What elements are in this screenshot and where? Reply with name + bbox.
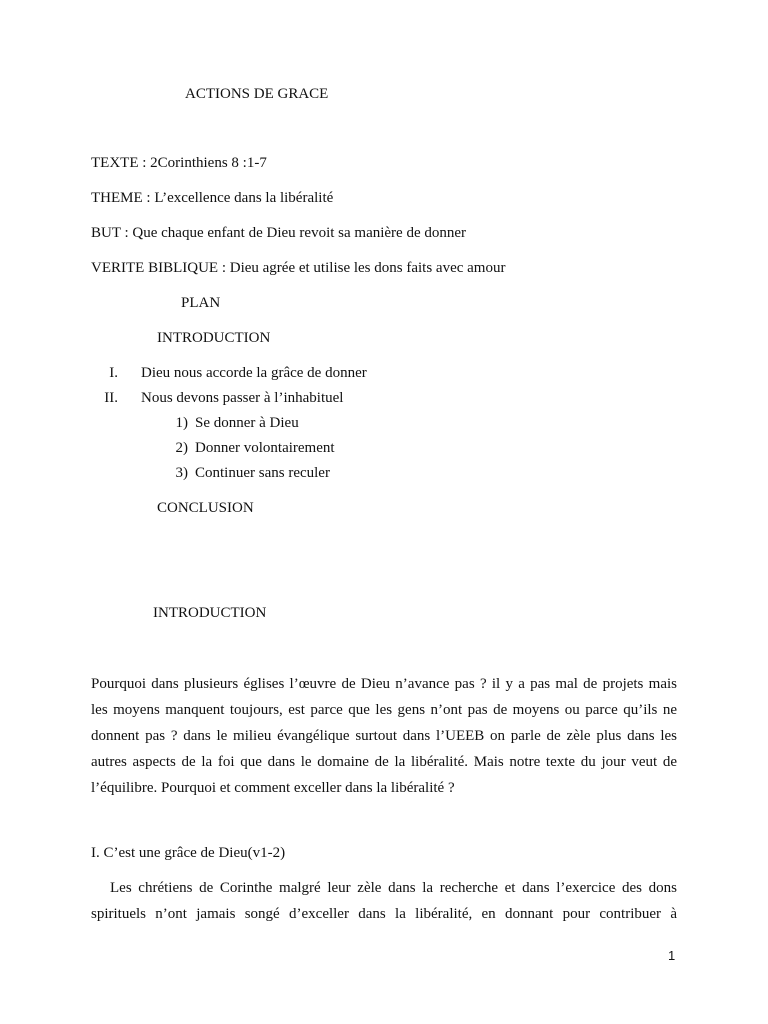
meta-texte [91,155,267,172]
paragraph-line: spirituels n’ont jamais songé d’exceller dans la libéralité, en donnant pour contribuer à [91,906,677,922]
plan-item-number: I. [109,365,118,381]
paragraph-line: donnent pas ? dans le milieu évangélique surtout dans l’UEEB on parle de zèle plus dans les [91,728,677,744]
meta-label: VERITE BIBLIQUE [91,260,219,276]
meta-separator: : [138,155,151,171]
introduction-paragraph [91,671,677,801]
paragraph-line: Pourquoi dans plusieurs églises l’œuvre de Dieu n’avance pas ? il y a pas mal de projets mais [91,676,677,692]
meta-separator: : [218,260,230,276]
meta-but [91,225,466,242]
plan-introduction: INTRODUCTION [157,330,271,346]
meta-verite-biblique [91,260,505,277]
meta-label: THEME [91,190,143,206]
meta-value: 2Corinthiens 8 :1-7 [150,155,267,171]
plan-subitem-text: Continuer sans reculer [195,465,330,481]
meta-value: L’excellence dans la libéralité [154,190,334,206]
section-one-paragraph [91,875,677,927]
plan-subitem-text: Donner volontairement [195,440,335,456]
section-one-heading: I. C’est une grâce de Dieu(v1-2) [91,845,286,861]
meta-label: TEXTE [91,155,139,171]
plan-heading: PLAN [181,295,221,311]
page-number: 1 [668,948,676,963]
plan-item-text: Nous devons passer à l’inhabituel [141,390,344,406]
paragraph-line: l’équilibre. Pourquoi et comment exceller dans la libéralité ? [91,780,455,796]
plan-conclusion: CONCLUSION [157,500,254,516]
paragraph-line: les moyens manquent toujours, est parce que les gens n’ont pas de moyens ou parce qu’ils ne [91,702,677,718]
meta-separator: : [142,190,155,206]
plan-subitem-number: 2) [175,440,188,456]
paragraph-line: Les chrétiens de Corinthe malgré leur zèle dans la recherche et dans l’exercice des dons [110,880,677,896]
document-title: ACTIONS DE GRACE [185,86,329,102]
plan-item-number: II. [104,390,118,406]
plan-item-text: Dieu nous accorde la grâce de donner [141,365,367,381]
plan-subitem-number: 3) [175,465,188,481]
meta-separator: : [120,225,133,241]
meta-value: Dieu agrée et utilise les dons faits avec amour [229,260,506,276]
paragraph-line: autres aspects de la foi que dans le domaine de la libéralité. Mais notre texte du jour veut de [91,754,677,770]
meta-theme [91,190,333,207]
plan-subitem-text: Se donner à Dieu [195,415,299,431]
introduction-heading: INTRODUCTION [153,605,267,621]
meta-label: BUT [91,225,121,241]
meta-value: Que chaque enfant de Dieu revoit sa manière de donner [132,225,467,241]
plan-subitem-number: 1) [175,415,188,431]
